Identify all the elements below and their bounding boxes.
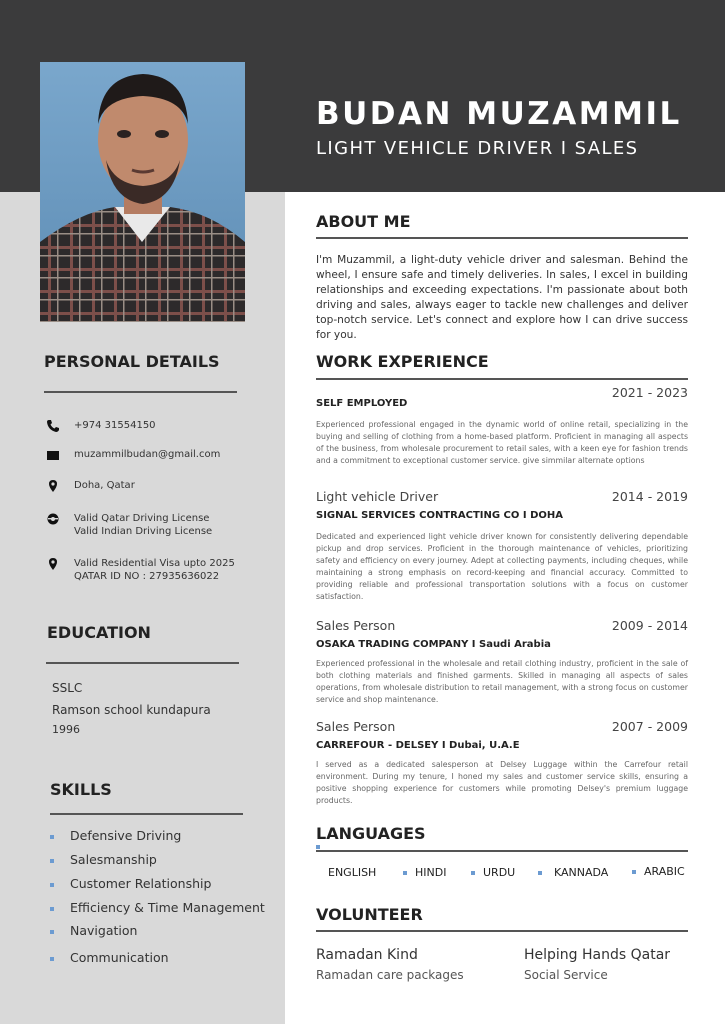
license-text (74, 512, 212, 538)
work-rule (316, 378, 688, 380)
profile-photo (40, 62, 245, 322)
language-item (471, 866, 515, 879)
envelope-icon (46, 448, 60, 462)
job-title: Sales Person (316, 719, 396, 734)
skills-rule (50, 813, 243, 815)
education-title: EDUCATION (47, 623, 151, 642)
about-title: ABOUT ME (316, 212, 411, 231)
languages-accent-mark (316, 845, 320, 849)
job-description: Dedicated and experienced light vehicle driver known for consistently delivering dependable pickup and drop services. Proficient in the thorough maintenance of vehicles, prioritizing safety and efficiency on every journey. Adept at collecting payments, including cheques, while maintaining a strong emphasis on record-keeping and financial accuracy. Committed to providing reliable and professional transportation solutions with a focus on customer satisfaction. (316, 532, 688, 601)
skill-item: Communication (50, 950, 265, 965)
license-line-1: Valid Qatar Driving License (74, 513, 210, 524)
skills-list (50, 828, 265, 965)
language-label: ENGLISH (328, 866, 377, 879)
skill-item: Defensive Driving (50, 828, 265, 843)
email-row (46, 448, 220, 462)
languages-rule (316, 850, 688, 852)
education-year: 1996 (52, 723, 80, 736)
job-dates: 2021 - 2023 (611, 385, 688, 400)
candidate-subtitle: LIGHT VEHICLE DRIVER I SALES (316, 138, 639, 159)
candidate-name: BUDAN MUZAMMIL (316, 96, 682, 132)
visa-text (74, 557, 235, 583)
language-label: ARABIC (644, 865, 685, 878)
email-text: muzammilbudan@gmail.com (74, 449, 221, 460)
phone-icon (46, 419, 60, 433)
job-company: SIGNAL SERVICES CONTRACTING CO I DOHA (316, 510, 563, 521)
skill-item: Customer Relationship (50, 876, 265, 891)
volunteer-item-name: Ramadan Kind (316, 947, 418, 963)
volunteer-rule (316, 930, 688, 932)
location-text: Doha, Qatar (74, 480, 135, 491)
location-row (46, 479, 135, 493)
license-row (46, 512, 212, 538)
personal-details-title: PERSONAL DETAILS (44, 352, 220, 371)
volunteer-item-desc: Ramadan care packages (316, 968, 464, 982)
phone-text: +974 31554150 (74, 420, 156, 431)
visa-line-1: Valid Residential Visa upto 2025 (74, 558, 235, 569)
bullet-icon (632, 870, 636, 874)
visa-line-2: QATAR ID NO : 27935636022 (74, 571, 220, 582)
steering-wheel-icon (46, 512, 60, 526)
language-item (538, 866, 608, 879)
job-dates: 2014 - 2019 (611, 489, 688, 504)
job-description: I served as a dedicated salesperson at Delsey Luggage within the Carrefour retail environment. During my tenure, I honed my sales and customer service skills, ensuring a positive shopping experience for customers while promoting Delsey's premium luggage products. (316, 760, 688, 805)
location-pin-icon (46, 557, 60, 571)
bullet-icon (538, 871, 542, 875)
location-pin-icon (46, 479, 60, 493)
languages-title: LANGUAGES (316, 824, 426, 843)
skill-item: Salesmanship (50, 852, 265, 867)
languages-list (316, 866, 688, 884)
job-title: Light vehicle Driver (316, 489, 439, 504)
skill-item: Navigation (50, 923, 265, 938)
job-company: CARREFOUR - DELSEY I Dubai, U.A.E (316, 740, 520, 751)
skill-item: Efficiency & Time Management (50, 900, 265, 915)
job-description: Experienced professional engaged in the dynamic world of online retail, specializing in the buying and selling of clothing from a home-based platform. Proficient in managing all aspects of the business, from wholesale procurement to retail sales, with a keen eye for fashion trends and a commitment to exceptional customer service. give simmilar alternate options (316, 420, 688, 465)
license-line-2: Valid Indian Driving License (74, 526, 213, 537)
education-degree: SSLC (52, 681, 83, 695)
personal-details-rule (44, 391, 237, 393)
language-label: HINDI (415, 866, 447, 879)
skills-title: SKILLS (50, 780, 112, 799)
job-description: Experienced professional in the wholesale and retail clothing industry, proficient in the sale of both clothing materials and finished garments. Skilled in managing all aspects of sales operations, from wholesale distribution to retail management, with a strong focus on customer service and shop maintenance. (316, 659, 688, 704)
bullet-icon (471, 871, 475, 875)
volunteer-title: VOLUNTEER (316, 905, 423, 924)
job-dates: 2009 - 2014 (611, 618, 688, 633)
language-item (328, 866, 376, 879)
language-label: URDU (483, 866, 516, 879)
language-item (632, 865, 685, 878)
volunteer-item-name: Helping Hands Qatar (524, 947, 671, 963)
volunteer-item-desc: Social Service (524, 968, 608, 982)
language-item (403, 866, 446, 879)
about-text: I'm Muzammil, a light-duty vehicle driver and salesman. Behind the wheel, I ensure safe and timely deliveries. In sales, I excel in building relationships and exceeding expectations. I'm passionate about both driving and sales, always eager to tackle new challenges and deliver top-notch service. Let's connect and explore how I can drive success for you. (316, 254, 688, 341)
work-title: WORK EXPERIENCE (316, 352, 489, 371)
phone-row (46, 419, 156, 433)
job-company: SELF EMPLOYED (316, 398, 408, 409)
about-rule (316, 237, 688, 239)
job-dates: 2007 - 2009 (611, 719, 688, 734)
job-company: OSAKA TRADING COMPANY I Saudi Arabia (316, 639, 551, 650)
education-school: Ramson school kundapura (52, 703, 211, 717)
visa-row (46, 557, 235, 583)
job-title: Sales Person (316, 618, 396, 633)
language-label: KANNADA (554, 866, 609, 879)
bullet-icon (403, 871, 407, 875)
education-rule (46, 662, 239, 664)
